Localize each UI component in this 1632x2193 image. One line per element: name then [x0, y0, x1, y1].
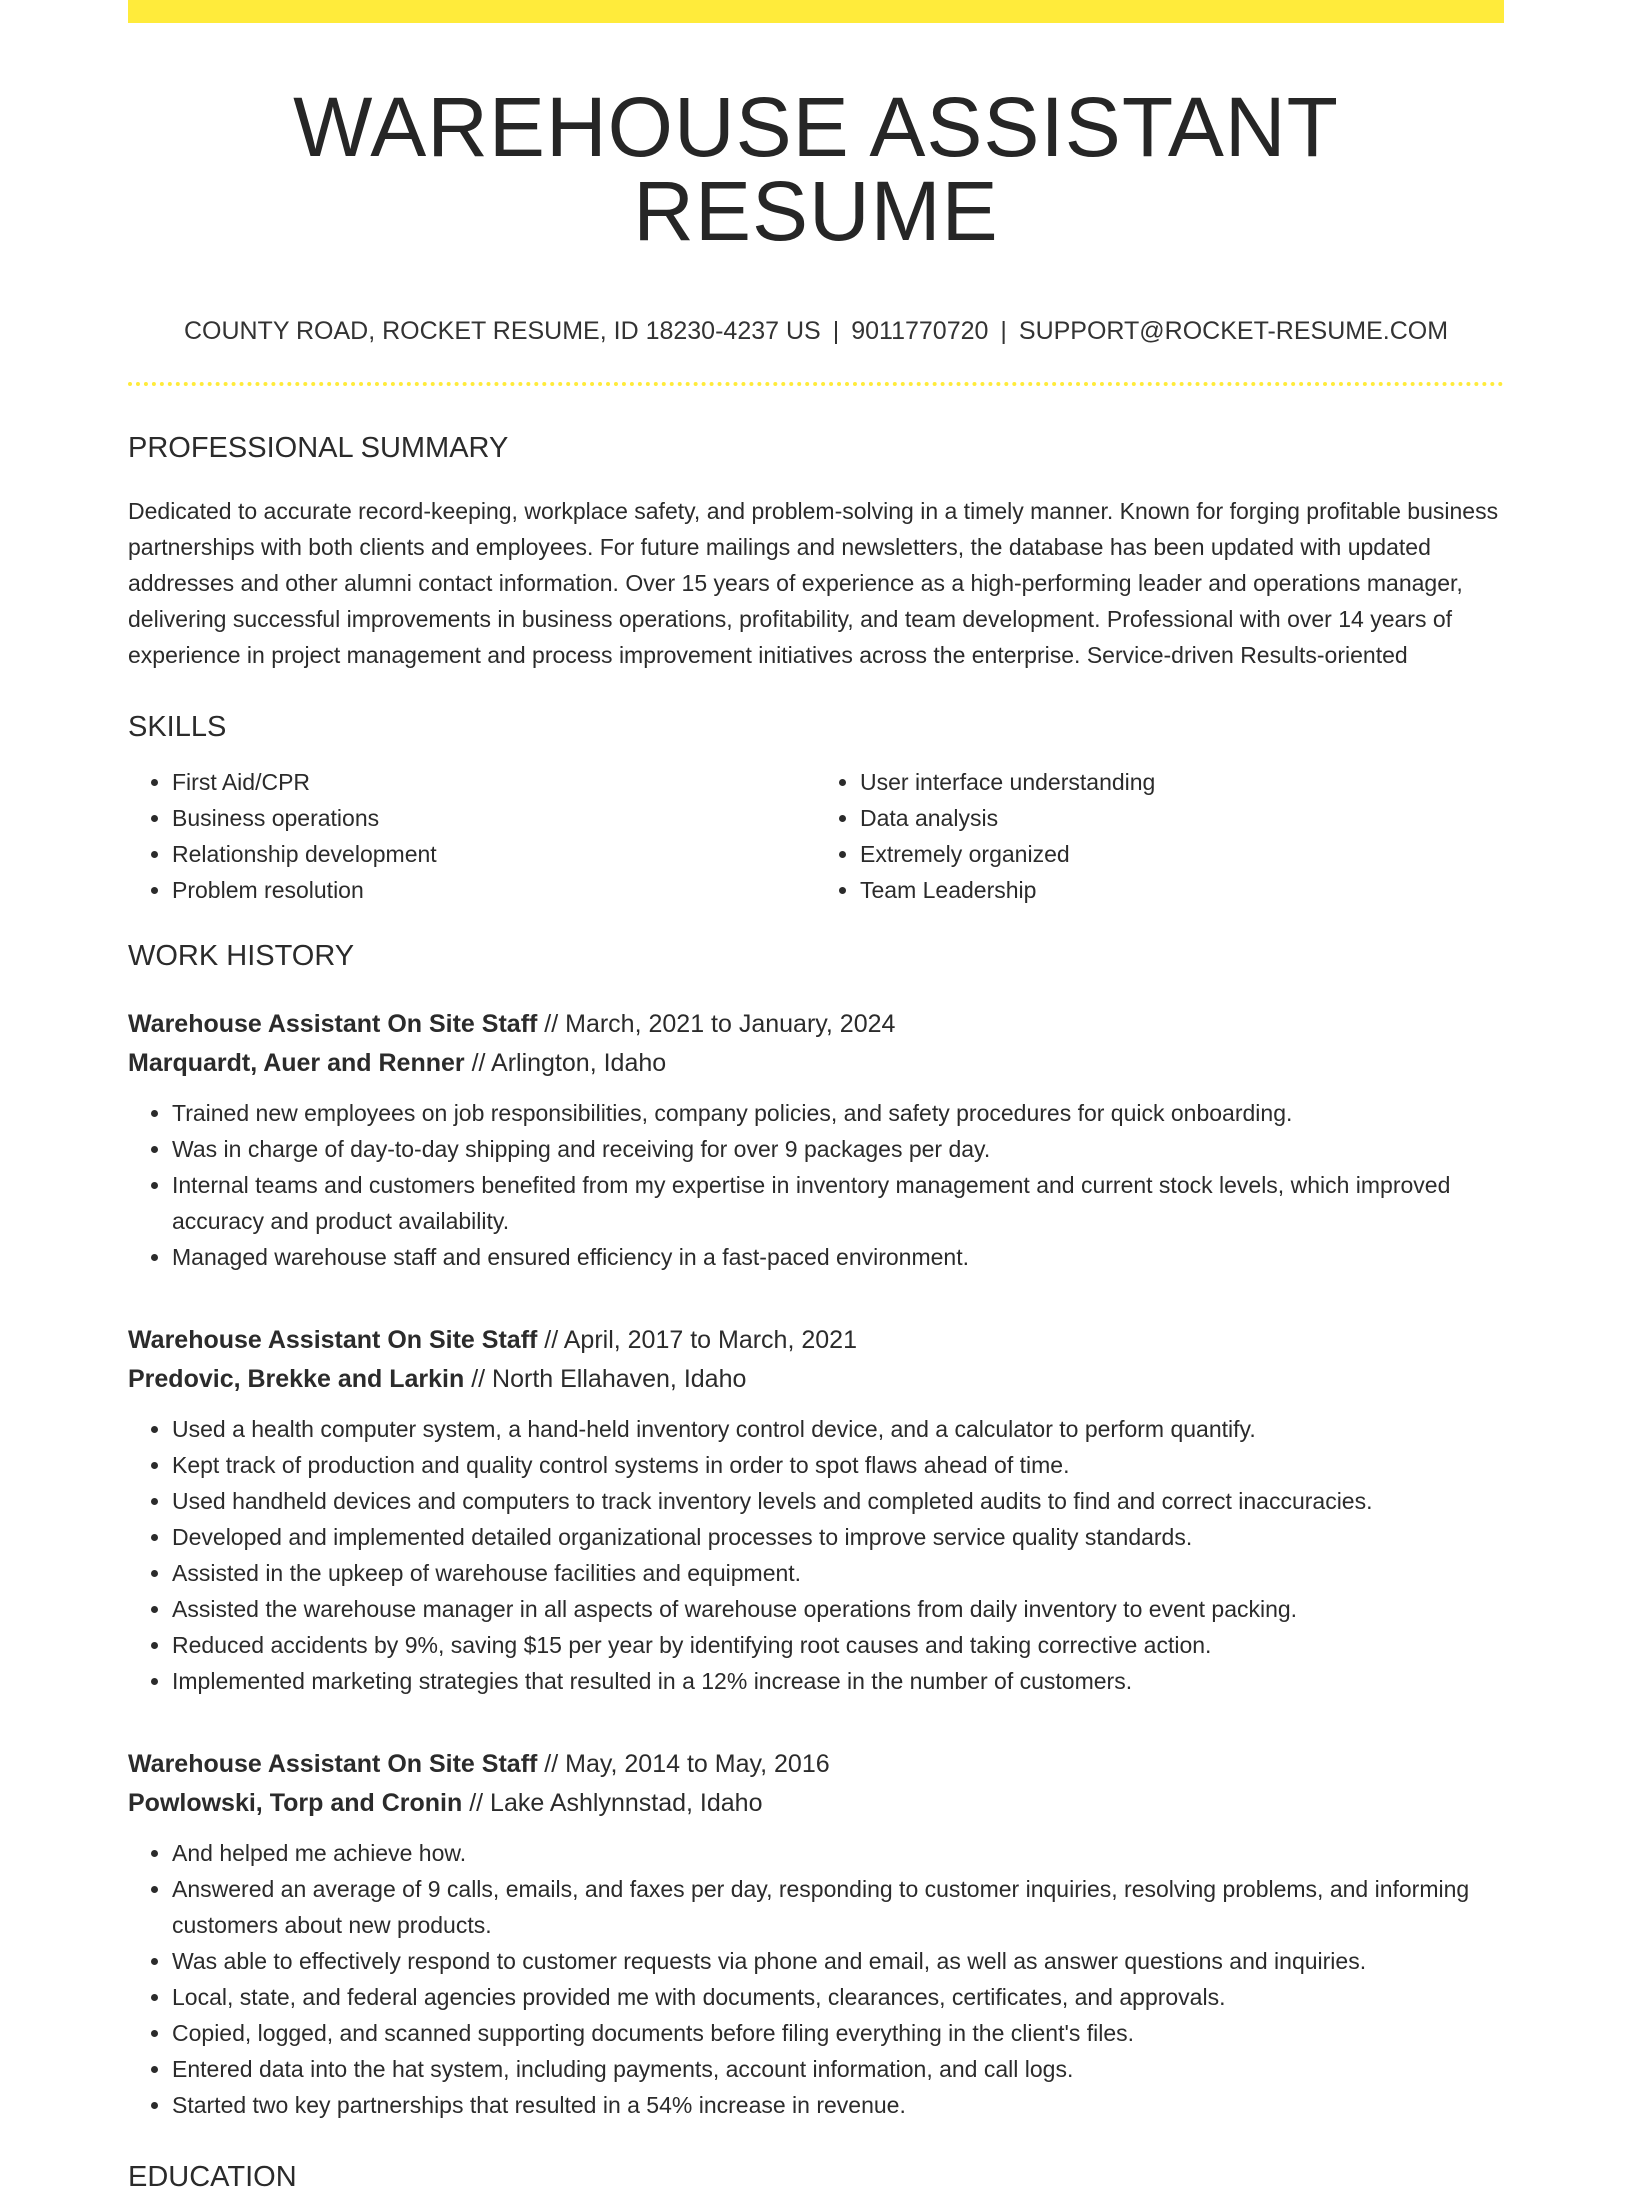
skill-item: • First Aid/CPR — [172, 764, 816, 800]
job-title-line — [128, 1745, 1504, 1784]
summary-text: Dedicated to accurate record-keeping, workplace safety, and problem-solving in a timely manner. Known for forging profitable business partnerships with both clients and employees. For future mailings and newsletters, the database has been updated with updated addresses and other alumni contact information. Over 15 years of experience as a high-performing leader and operations manager, delivering successful improvements in business operations, profitability, and team development. Professional with over 14 years of experience in project management and process improvement initiatives across the enterprise. Service-driven Results-oriented — [128, 498, 1499, 668]
contact-line — [128, 319, 1504, 344]
skill-item: • Business operations — [172, 800, 816, 836]
job-entry — [128, 1005, 1504, 1275]
job-title-line — [128, 1005, 1504, 1044]
skills-list — [128, 764, 1504, 908]
contact-separator: | — [832, 317, 840, 345]
job-bullet: • Assisted in the upkeep of warehouse facilities and equipment. — [172, 1555, 1504, 1591]
work-history-heading: WORK HISTORY — [128, 940, 355, 972]
contact-email: SUPPORT@ROCKET-RESUME.COM — [1018, 317, 1449, 345]
contact-separator: | — [1000, 317, 1007, 345]
page-title: WAREHOUSE ASSISTANT RESUME — [293, 80, 1339, 258]
job-bullet: • Trained new employees on job responsibilities, company policies, and safety procedures for quick onboarding. — [172, 1095, 1504, 1131]
skill-item: • Problem resolution — [172, 872, 816, 908]
dotted-divider — [128, 382, 1504, 386]
job-company: Marquardt, Auer and Renner — [128, 1049, 465, 1077]
job-bullet: • Assisted the warehouse manager in all aspects of warehouse operations from daily inventory to event packing. — [172, 1591, 1504, 1627]
education-heading: EDUCATION — [128, 2161, 297, 2193]
skills-column-left — [128, 764, 816, 908]
job-bullet: • Was able to effectively respond to customer requests via phone and email, as well as answer questions and inquiries. — [172, 1943, 1504, 1979]
job-location: // Arlington, Idaho — [464, 1049, 667, 1077]
job-entry — [128, 1321, 1504, 1699]
contact-address: COUNTY ROAD, ROCKET RESUME, ID 18230-4237 US — [183, 317, 821, 345]
job-company-line — [128, 1360, 1504, 1399]
job-bullet: • Developed and implemented detailed organizational processes to improve service quality standards. — [172, 1519, 1504, 1555]
skill-item: • Data analysis — [860, 800, 1504, 836]
job-bullet: • Started two key partnerships that resulted in a 54% increase in revenue. — [172, 2087, 1504, 2123]
job-bullet: • Entered data into the hat system, including payments, account information, and call logs. — [172, 2051, 1504, 2087]
skill-item: • User interface understanding — [860, 764, 1504, 800]
job-bullets — [128, 1095, 1504, 1275]
skill-item: • Relationship development — [172, 836, 816, 872]
job-company-line — [128, 1784, 1504, 1823]
job-company-line — [128, 1044, 1504, 1083]
job-bullet: • Implemented marketing strategies that resulted in a 12% increase in the number of customers. — [172, 1663, 1504, 1699]
accent-bar — [128, 0, 1504, 23]
job-dates: // March, 2021 to January, 2024 — [537, 1010, 896, 1038]
job-title: Warehouse Assistant On Site Staff — [128, 1326, 538, 1354]
job-entry — [128, 1745, 1504, 2123]
skills-column-right — [816, 764, 1504, 908]
job-bullet: • Local, state, and federal agencies provided me with documents, clearances, certificates, and approvals. — [172, 1979, 1504, 2015]
job-bullet: • Kept track of production and quality control systems in order to spot flaws ahead of time. — [172, 1447, 1504, 1483]
job-dates: // May, 2014 to May, 2016 — [537, 1750, 830, 1778]
job-bullets — [128, 1835, 1504, 2123]
job-bullet: • Copied, logged, and scanned supporting documents before filing everything in the client's files. — [172, 2015, 1504, 2051]
job-bullet: • Was in charge of day-to-day shipping and receiving for over 9 packages per day. — [172, 1131, 1504, 1167]
job-bullet: • Managed warehouse staff and ensured efficiency in a fast-paced environment. — [172, 1239, 1504, 1275]
job-location: // Lake Ashlynnstad, Idaho — [462, 1789, 763, 1817]
job-bullets — [128, 1411, 1504, 1699]
job-company: Predovic, Brekke and Larkin — [128, 1365, 465, 1393]
job-company: Powlowski, Torp and Cronin — [128, 1789, 463, 1817]
job-bullet: • Answered an average of 9 calls, emails, and faxes per day, responding to customer inquiries, resolving problems, and informing customers about new products. — [172, 1871, 1504, 1943]
job-title: Warehouse Assistant On Site Staff — [128, 1010, 538, 1038]
job-dates: // April, 2017 to March, 2021 — [537, 1326, 857, 1354]
skill-item: • Team Leadership — [860, 872, 1504, 908]
job-bullet: • Reduced accidents by 9%, saving $15 per year by identifying root causes and taking corrective action. — [172, 1627, 1504, 1663]
skills-heading: SKILLS — [128, 711, 227, 743]
job-bullet: • Used a health computer system, a hand-held inventory control device, and a calculator to perform quantify. — [172, 1411, 1504, 1447]
contact-phone: 9011770720 — [851, 317, 989, 345]
skill-item: • Extremely organized — [860, 836, 1504, 872]
job-location: // North Ellahaven, Idaho — [464, 1365, 747, 1393]
summary-heading: PROFESSIONAL SUMMARY — [128, 432, 509, 464]
job-bullet: • And helped me achieve how. — [172, 1835, 1504, 1871]
job-title: Warehouse Assistant On Site Staff — [128, 1750, 538, 1778]
job-bullet: • Used handheld devices and computers to track inventory levels and completed audits to find and correct inaccuracies. — [172, 1483, 1504, 1519]
job-title-line — [128, 1321, 1504, 1360]
resume-page — [128, 0, 1504, 2192]
job-bullet: • Internal teams and customers benefited from my expertise in inventory management and current stock levels, which improved accuracy and product availability. — [172, 1167, 1504, 1239]
